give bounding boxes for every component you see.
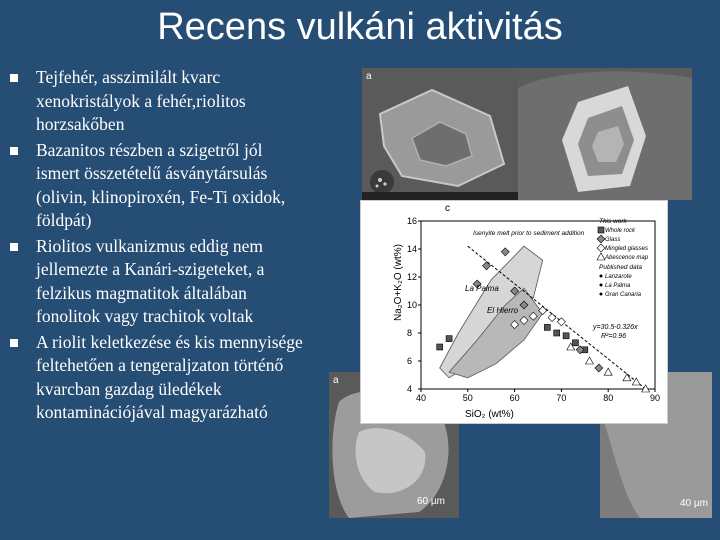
trend-r-squared: R²=0.96 [601,333,627,340]
legend-entry: Lanzarote [605,274,632,280]
bullet-item [10,331,310,425]
y-tick-label: 14 [407,244,418,254]
y-tick-label: 16 [407,216,418,226]
sem-image-xenocryst [362,68,518,200]
bullet-text: A riolit keletkezése és kis mennyisége feltehetően a tengeraljzaton történő kvarcban gazdag üledékek kontaminációjával magyarázható [36,331,303,422]
y-tick-label: 6 [407,356,413,366]
legend-heading: Published data [599,264,643,271]
data-point [604,368,612,375]
sem-image-graphic [362,68,518,200]
bullet-text: Riolitos vulkanizmus eddig nem jellemezte a Kanári-szigeteket, a felzikus magmatitok általában fonolitok vagy trachitok voltak [36,235,265,326]
legend-entry: Gran Canaria [605,292,642,298]
data-point [554,330,560,336]
data-point [572,340,578,346]
data-point [544,324,550,330]
sem-image-graphic [518,68,692,200]
square-bullet-icon [10,339,18,347]
legend-entry: Glass [605,237,621,243]
slide-title: Recens vulkáni aktivitás [157,6,563,48]
bullet-list [10,66,310,427]
scale-bar-label: 60 µm [417,496,445,507]
y-tick-label: 4 [407,384,413,394]
sem-image-crystal [518,68,692,200]
x-tick-label: 80 [603,393,614,403]
legend-entry: Abescence map [605,255,649,261]
y-tick-group [407,216,421,394]
data-point [548,314,556,322]
legend-symbol [600,275,603,278]
y-axis-label: Na₂O+K₂O (wt%) [393,244,404,321]
x-tick-label: 60 [509,393,520,403]
data-point [501,248,509,256]
panel-letter: c [445,203,450,214]
scale-bar-label: 40 µm [680,498,708,509]
data-point [446,336,452,342]
panel-letter: a [366,71,372,82]
bullet-item [10,235,310,329]
x-axis-label: SiO₂ (wt%) [465,409,514,420]
legend-entry: Whole rock [605,228,636,234]
data-point [595,364,603,372]
legend-entry: La Palma [605,283,631,289]
legend-symbol [600,293,603,296]
legend-symbol [597,235,605,243]
x-tick-label: 90 [650,393,661,403]
bullet-item [10,139,310,233]
legend-heading: This work [599,218,627,225]
tas-chart-svg [361,201,667,423]
trend-equation: y=30.5-0.326x [593,324,638,331]
legend-symbol [598,227,604,233]
data-point [623,374,631,381]
data-point [563,333,569,339]
legend-symbol [597,253,605,260]
x-tick-label: 70 [556,393,567,403]
panel-letter: a [333,375,339,386]
legend-symbol [600,284,603,287]
region-label-la-palma: La Palma [465,284,499,293]
x-tick-group [416,389,660,403]
legend-entry: Mingled glasses [605,246,649,252]
square-bullet-icon [10,243,18,251]
bullet-item [10,66,310,137]
square-bullet-icon [10,74,18,82]
x-tick-label: 50 [462,393,473,403]
y-tick-label: 10 [407,300,418,310]
data-point [437,344,443,350]
legend-symbol [597,244,605,252]
tas-diagram [360,200,668,424]
square-bullet-icon [10,147,18,155]
data-point [585,357,593,364]
x-tick-label: 40 [416,393,427,403]
legend-symbols [597,227,605,296]
bullet-text: Bazanitos részben a szigetről jól ismert összetételű ásványtársulás (olivin, klinopiroxén, Fe-Ti oxidok, földpát) [36,139,286,230]
y-tick-label: 8 [407,328,413,338]
chart-annotation: Isenyite melt prior to sediment addition [473,230,585,237]
bullet-text: Tejfehér, asszimilált kvarc xenokristályok a fehér,riolitos horzsakőben [36,67,246,134]
y-tick-label: 12 [407,272,418,282]
region-label-el-hierro: El Hierro [487,306,519,315]
legend [597,218,649,298]
